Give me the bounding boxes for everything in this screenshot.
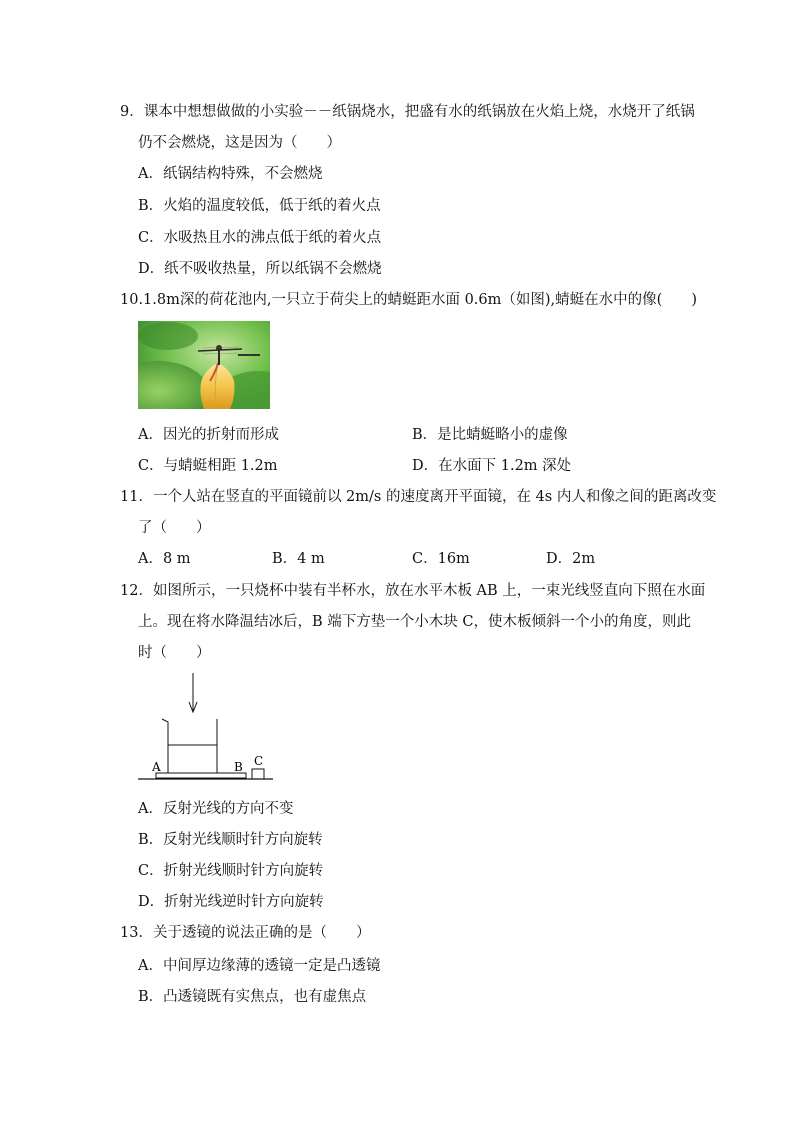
q10-option-c: C．与蜻蜓相距 1.2m — [138, 458, 278, 474]
q12-stem-line-2: 上。现在将水降温结冰后，B 端下方垫一个小木块 C，使木板倾斜一个小的角度，则此 — [138, 614, 691, 630]
q9-option-d: D．纸不吸收热量，所以纸锅不会燃烧 — [138, 261, 382, 277]
q11-option-c: C．16m — [412, 551, 470, 567]
beaker-on-board-diagram — [138, 673, 273, 785]
q10-option-b: B．是比蜻蜓略小的虚像 — [412, 427, 568, 443]
label-c: C — [254, 754, 264, 768]
wooden-board — [156, 773, 246, 778]
q10-option-d: D．在水面下 1.2m 深处 — [412, 458, 572, 474]
q9-option-c: C．水吸热且水的沸点低于纸的着火点 — [138, 230, 382, 246]
label-a: A — [152, 760, 161, 774]
label-b: B — [234, 760, 243, 774]
q13-stem-line-1: 13．关于透镜的说法正确的是（ ） — [120, 925, 371, 941]
q11-stem-line-1: 11．一个人站在竖直的平面镜前以 2m/s 的速度离开平面镜，在 4s 内人和像之间的距离改变 — [120, 489, 717, 505]
small-block-c — [252, 769, 264, 779]
dragonfly-on-lotus-photo — [138, 321, 270, 409]
q9-stem-line-1: 9．课本中想想做做的小实验－－纸锅烧水，把盛有水的纸锅放在火焰上烧，水烧开了纸锅 — [120, 104, 695, 120]
q12-option-b: B．反射光线顺时针方向旋转 — [138, 832, 323, 848]
q13-option-b: B．凸透镜既有实焦点，也有虚焦点 — [138, 989, 367, 1005]
q12-option-d: D．折射光线逆时针方向旋转 — [138, 894, 324, 910]
q12-option-a: A．反射光线的方向不变 — [138, 801, 294, 817]
q9-stem-line-2: 仍不会燃烧，这是因为（ ） — [138, 135, 341, 151]
q11-option-b: B．4 m — [272, 551, 325, 567]
q11-option-d: D．2m — [546, 551, 596, 567]
beaker — [162, 719, 217, 773]
q12-stem-line-1: 12．如图所示，一只烧杯中装有半杯水，放在水平木板 AB 上，一束光线竖直向下照在水面 — [120, 583, 706, 599]
q12-option-c: C．折射光线顺时针方向旋转 — [138, 863, 324, 879]
q9-option-a: A．纸锅结构特殊，不会燃烧 — [138, 166, 323, 182]
q11-stem-line-2: 了（ ） — [138, 520, 211, 536]
q10-stem-line-1: 10.1.8m深的荷花池内,一只立于荷尖上的蜻蜓距水面 0.6m（如图),蜻蜓在水中的像( ) — [120, 292, 697, 308]
q13-option-a: A．中间厚边缘薄的透镜一定是凸透镜 — [138, 958, 381, 974]
q9-option-b: B．火焰的温度较低，低于纸的着火点 — [138, 198, 381, 214]
q10-option-a: A．因光的折射而形成 — [138, 427, 279, 443]
q12-stem-line-3: 时（ ） — [138, 645, 211, 661]
q11-option-a: A．8 m — [138, 551, 191, 567]
